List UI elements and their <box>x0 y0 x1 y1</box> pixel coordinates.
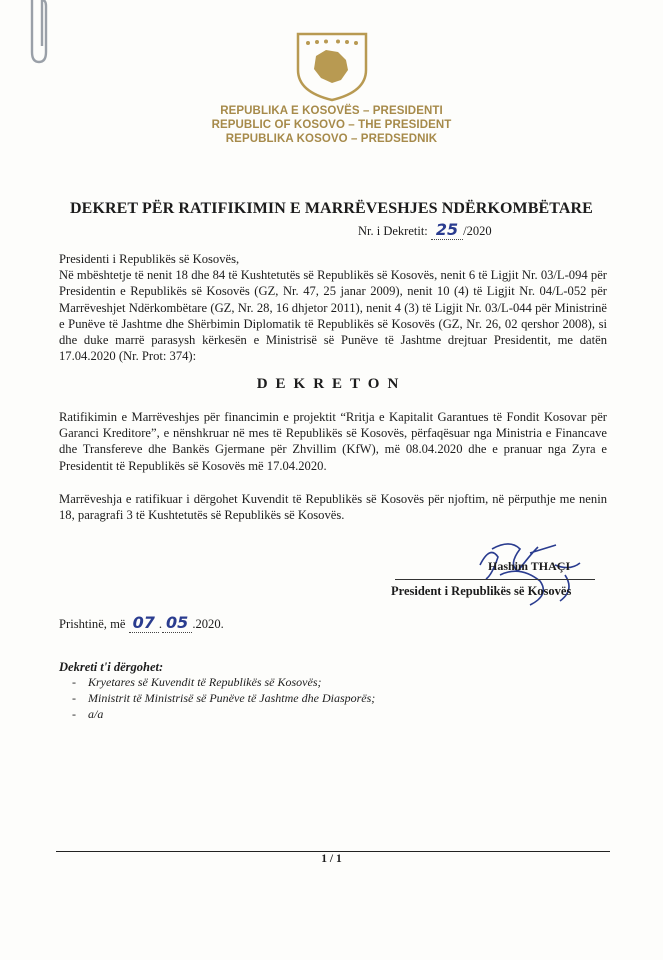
header-line-english: REPUBLIC OF KOSOVO – THE PRESIDENT <box>211 119 452 131</box>
date-day: 07 <box>129 613 159 633</box>
decree-number <box>358 220 492 240</box>
signature-line <box>395 579 595 580</box>
recipients-heading: Dekreti t'i dërgohet: <box>59 660 164 674</box>
decree-number-handwritten: 25 <box>431 220 463 240</box>
date-year: .2020. <box>192 617 224 631</box>
preamble <box>59 251 607 364</box>
page-number: 1 / 1 <box>321 853 342 865</box>
decree-number-year: /2020 <box>463 224 492 238</box>
recipient-item: - a/a <box>72 706 375 722</box>
preamble-body: Në mbështetje të nenit 18 dhe 84 të Kushtetutës së Republikës së Kosovës, nenit 6 të Ligjit Nr. 03/L-094 për Presidentin e Republikës së Kosovës (GZ, Nr. 47, 25 janar 2009), nenit 10 (4) të Ligjit Nr. 04/L-052 për Marrëveshjet Ndërkombëtare (GZ, Nr. 28, 16 dhjetor 2011), nenit 4 (3) të Ligjit Nr. 03/L-044 për Ministrinë e Punëve të Jashtme dhe Shërbimin Diplomatik të Republikës së Kosovës (GZ, Nr. 26, 02 qershor 2008), si dhe duke marrë parasysh kërkesën e Ministrisë së Punëve të Jashtme drejtuar Presidentit, me datën 17.04.2020 (Nr. Prot: 374): <box>59 268 607 364</box>
signer-name: Hashim THAÇI <box>488 559 571 573</box>
document-title: DEKRET PËR RATIFIKIMIN E MARRËVESHJES NDËRKOMBËTARE <box>70 200 593 217</box>
place-and-date: Prishtinë, më 07 . 05 .2020. <box>59 613 224 632</box>
decree-number-label: Nr. i Dekretit: <box>358 224 428 238</box>
decree-paragraph-1: Ratifikimin e Marrëveshjes për financimin e projektit “Rritja e Kapitalit Garantues të Fondit Kosovar për Garanci Kreditore”, e nënshkruar në mes të Republikës së Kosovës, përfaqësuar nga Ministria e Financave dhe Transfereve dhe Bankës Gjermane për Zhvillim (KfW), më 08.04.2020 dhe e pranuar nga Zyra e Presidentit të Republikës së Kosovës më 17.04.2020. <box>59 410 607 473</box>
header-line-serbian: REPUBLIKA KOSOVO – PREDSEDNIK <box>225 133 438 145</box>
header-line-albanian: REPUBLIKA E KOSOVËS – PRESIDENTI <box>220 105 443 117</box>
preamble-addressee: Presidenti i Republikës së Kosovës, <box>59 252 240 266</box>
date-month: 05 <box>162 613 192 633</box>
recipient-item: - Kryetares së Kuvendit të Republikës së Kosovës; <box>72 674 375 690</box>
place-label: Prishtinë, më <box>59 617 126 631</box>
presidency-header <box>0 104 663 146</box>
kosovo-emblem-icon <box>294 30 370 102</box>
paperclip-icon <box>24 0 56 70</box>
decree-heading: DEKRETON <box>256 376 407 392</box>
decree-paragraph-2: Marrëveshja e ratifikuar i dërgohet Kuvendit të Republikës së Kosovës për njoftim, në përputhje me nenin 18, paragrafi 3 të Kushtetutës së Republikës së Kosovës. <box>59 492 607 523</box>
signer-title: President i Republikës së Kosovës <box>391 584 572 598</box>
footer-divider <box>56 851 610 852</box>
recipient-item: - Ministrit të Ministrisë së Punëve të Jashtme dhe Diasporës; <box>72 690 375 706</box>
recipients-list <box>72 674 375 722</box>
